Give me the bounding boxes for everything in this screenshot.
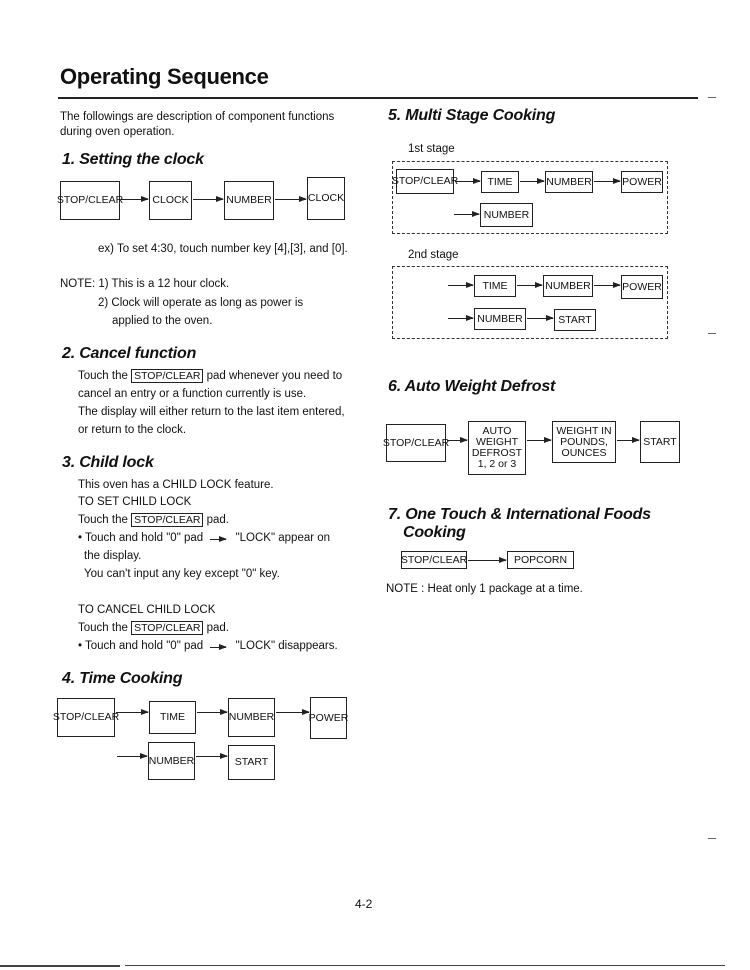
child-lock-set-heading: TO SET CHILD LOCK	[78, 496, 192, 508]
lock-disappear-text: "LOCK" disappears.	[235, 640, 338, 652]
section-2-heading: 2. Cancel function	[62, 345, 197, 362]
stage-1-label: 1st stage	[408, 143, 455, 155]
clock-note-1: NOTE: 1) This is a 12 hour clock.	[60, 278, 230, 290]
arrow	[448, 318, 473, 319]
time-key: TIME	[149, 701, 196, 734]
lock-appear-text: "LOCK" appear on	[235, 532, 331, 544]
cancel-touch-post: pad whenever you need to	[206, 370, 343, 382]
child-lock-display: the display.	[84, 550, 142, 562]
section-4-heading: 4. Time Cooking	[62, 670, 183, 687]
section-1-heading: 1. Setting the clock	[62, 151, 204, 168]
power-key: POWER	[310, 697, 347, 739]
defrost-label: DEFROST	[471, 447, 523, 459]
child-lock-cancel-heading: TO CANCEL CHILD LOCK	[78, 604, 216, 616]
pad-text: pad.	[206, 622, 229, 634]
arrow	[594, 181, 620, 182]
weight-input-key	[552, 421, 616, 463]
cancel-line-3: The display will either return to the last item entered,	[78, 406, 345, 418]
child-lock-hold	[78, 529, 330, 547]
number-key: NUMBER	[543, 275, 593, 297]
stop-clear-key: STOP/CLEAR	[131, 369, 203, 383]
start-key: START	[228, 745, 275, 780]
time-key: TIME	[474, 275, 516, 297]
arrow	[527, 440, 551, 441]
ounces-label: OUNCES	[561, 446, 607, 459]
arrow	[448, 285, 473, 286]
number-key: NUMBER	[228, 698, 275, 737]
number-key: NUMBER	[480, 203, 533, 227]
hold-text: • Touch and hold "0" pad	[78, 640, 204, 652]
auto-label: AUTO	[482, 425, 512, 437]
stop-clear-key: STOP/CLEAR	[396, 169, 454, 194]
clock-note-2: 2) Clock will operate as long as power is	[98, 297, 304, 309]
child-lock-cancel-hold	[78, 637, 338, 655]
cancel-touch-text: Touch the	[78, 370, 128, 382]
arrow	[617, 440, 639, 441]
page-number: 4-2	[355, 897, 373, 911]
child-lock-line-1: This oven has a CHILD LOCK feature.	[78, 479, 274, 491]
stop-clear-key: STOP/CLEAR	[401, 551, 467, 569]
section-3-heading: 3. Child lock	[62, 454, 154, 471]
pad-text: pad.	[206, 514, 229, 526]
pounds-label: POUNDS,	[560, 435, 608, 448]
number-key: NUMBER	[545, 171, 593, 193]
page-title: Operating Sequence	[60, 64, 269, 89]
arrow	[206, 641, 232, 649]
power-key: POWER	[621, 171, 663, 193]
number-key: NUMBER	[224, 181, 274, 220]
footer-rule	[125, 965, 725, 966]
arrow	[454, 214, 479, 215]
arrow	[520, 181, 544, 182]
start-key: START	[554, 309, 596, 331]
arrow	[594, 285, 620, 286]
clock-key: CLOCK	[307, 177, 345, 220]
clock-key: CLOCK	[149, 181, 192, 220]
child-lock-cancel-touch	[78, 619, 229, 637]
arrow	[275, 199, 306, 200]
arrow	[527, 318, 553, 319]
arrow	[197, 712, 227, 713]
margin-mark	[708, 97, 716, 98]
stop-clear-key: STOP/CLEAR	[131, 513, 203, 527]
power-key: POWER	[621, 275, 663, 299]
number-key: NUMBER	[148, 742, 195, 780]
intro-line-2: during oven operation.	[60, 126, 175, 138]
footer-rule	[0, 965, 120, 967]
cancel-line-1	[78, 367, 342, 385]
stop-clear-key: STOP/CLEAR	[131, 621, 203, 635]
section-7-heading-line-2: Cooking	[403, 524, 466, 541]
cancel-line-4: or return to the clock.	[78, 424, 187, 436]
arrow	[121, 199, 148, 200]
hold-text: • Touch and hold "0" pad	[78, 532, 204, 544]
arrow	[116, 712, 148, 713]
arrow	[517, 285, 542, 286]
popcorn-note: NOTE : Heat only 1 package at a time.	[386, 583, 583, 595]
stop-clear-key: STOP/CLEAR	[386, 424, 446, 462]
clock-example: ex) To set 4:30, touch number key [4],[3], and [0].	[98, 243, 348, 255]
arrow	[196, 756, 227, 757]
option-label: 1, 2 or 3	[477, 458, 517, 470]
arrow	[455, 181, 480, 182]
cancel-line-2: cancel an entry or a function currently is use.	[78, 388, 307, 400]
popcorn-key: POPCORN	[507, 551, 574, 569]
title-rule	[58, 97, 698, 99]
clock-note-3: applied to the oven.	[112, 315, 213, 327]
stop-clear-key: STOP/CLEAR	[60, 181, 120, 220]
stage-2-label: 2nd stage	[408, 249, 459, 261]
margin-mark	[708, 838, 716, 839]
touch-text: Touch the	[78, 622, 128, 634]
margin-mark	[708, 333, 716, 334]
weight-label: WEIGHT	[476, 436, 518, 448]
child-lock-input: You can't input any key except "0" key.	[84, 568, 280, 580]
arrow	[206, 533, 232, 541]
section-5-heading: 5. Multi Stage Cooking	[388, 107, 556, 124]
arrow	[193, 199, 223, 200]
child-lock-touch	[78, 511, 229, 529]
time-key: TIME	[481, 171, 519, 193]
arrow	[447, 440, 467, 441]
touch-text: Touch the	[78, 514, 128, 526]
arrow	[468, 560, 506, 561]
auto-weight-defrost-key	[468, 421, 526, 475]
section-6-heading: 6. Auto Weight Defrost	[388, 378, 556, 395]
section-7-heading: 7. One Touch & International Foods	[388, 506, 651, 523]
start-key: START	[640, 421, 680, 463]
stop-clear-key: STOP/CLEAR	[57, 698, 115, 737]
arrow	[276, 712, 309, 713]
number-key: NUMBER	[474, 308, 526, 330]
weight-in-label: WEIGHT IN	[556, 424, 612, 437]
arrow	[117, 756, 147, 757]
intro-line-1: The followings are description of component functions	[60, 111, 335, 123]
